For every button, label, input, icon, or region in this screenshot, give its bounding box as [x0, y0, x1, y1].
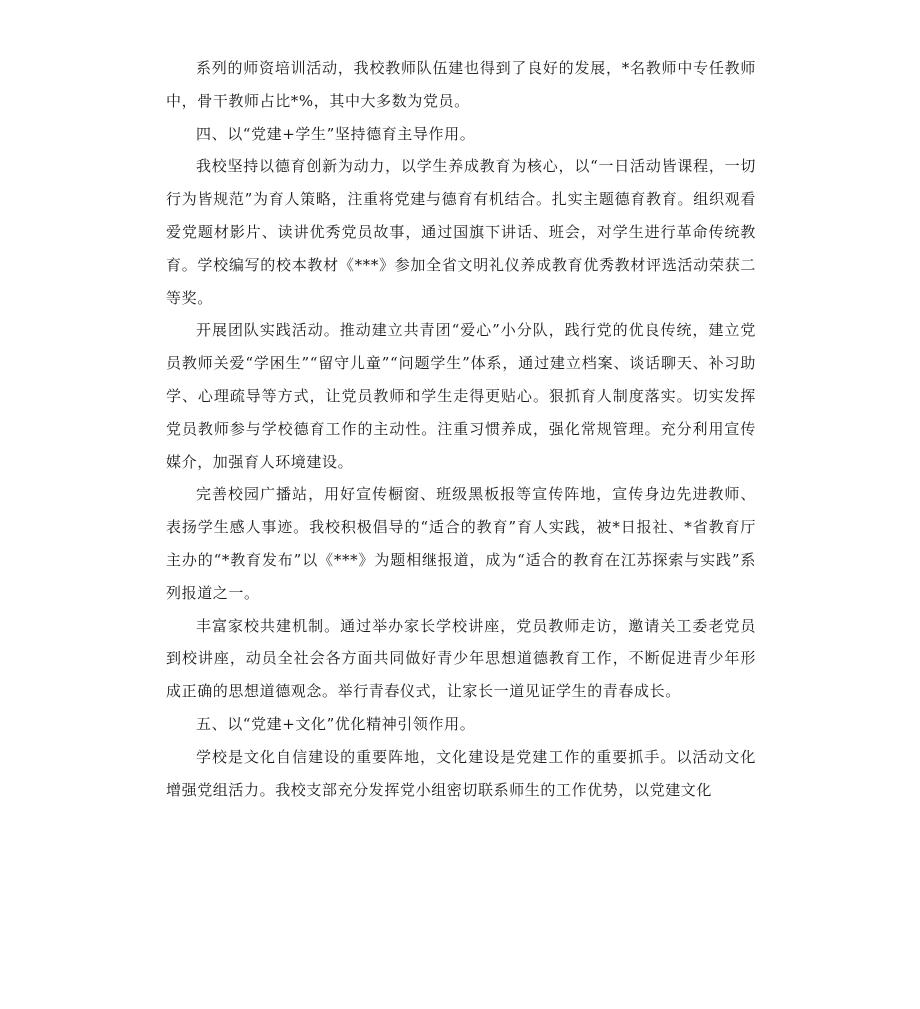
- document-page: [166, 52, 756, 806]
- paragraph-home-school: 丰富家校共建机制。通过举办家长学校讲座，党员教师走访，邀请关工委老党员到校讲座，动员全社会各方面共同做好青少年思想道德教育工作，不断促进青少年形成正确的思想道德观念。举行青春仪式，让家长一道见证学生的青春成长。: [166, 616, 756, 701]
- paragraph-moral-education: 我校坚持以德育创新为动力，以学生养成教育为核心，以“一日活动皆课程，一切行为皆规范”为育人策略，注重将党建与德育有机结合。扎实主题德育教育。组织观看爱党题材影片、读讲优秀党员故事，通过国旗下讲话、班会，对学生进行革命传统教育。学校编写的校本教材《***》参加全省文明礼仪养成教育优秀教材评选活动荣获二等奖。: [166, 157, 756, 307]
- heading-party-student: 四、以“党建+学生”坚持德育主导作用。: [196, 124, 476, 143]
- paragraph-culture-building: 学校是文化自信建设的重要阵地，文化建设是党建工作的重要抓手。以活动文化增强党组活力。我校支部充分发挥党小组密切联系师生的工作优势，以党建文化: [166, 747, 756, 799]
- paragraph-campus-broadcast: 完善校园广播站，用好宣传橱窗、班级黑板报等宣传阵地，宣传身边先进教师、表扬学生感人事迹。我校积极倡导的“适合的教育”育人实践，被*日报社、*省教育厅主办的“*教育发布”以《***》为题相继报道，成为“适合的教育在江苏探索与实践”系列报道之一。: [166, 485, 756, 602]
- paragraph-teacher-training: 系列的师资培训活动，我校教师队伍建也得到了良好的发展，*名教师中专任教师中，骨干教师占比*%，其中大多数为党员。: [166, 59, 756, 110]
- heading-party-culture: 五、以“党建+文化”优化精神引领作用。: [196, 714, 476, 733]
- paragraph-team-practice: 开展团队实践活动。推动建立共青团“爱心”小分队，践行党的优良传统，建立党员教师关爱“学困生”“留守儿童”“问题学生”体系，通过建立档案、谈话聊天、补习助学、心理疏导等方式，让党员教师和学生走得更贴心。狠抓育人制度落实。切实发挥党员教师参与学校德育工作的主动性。注重习惯养成，强化常规管理。充分利用宣传媒介，加强育人环境建设。: [166, 321, 756, 471]
